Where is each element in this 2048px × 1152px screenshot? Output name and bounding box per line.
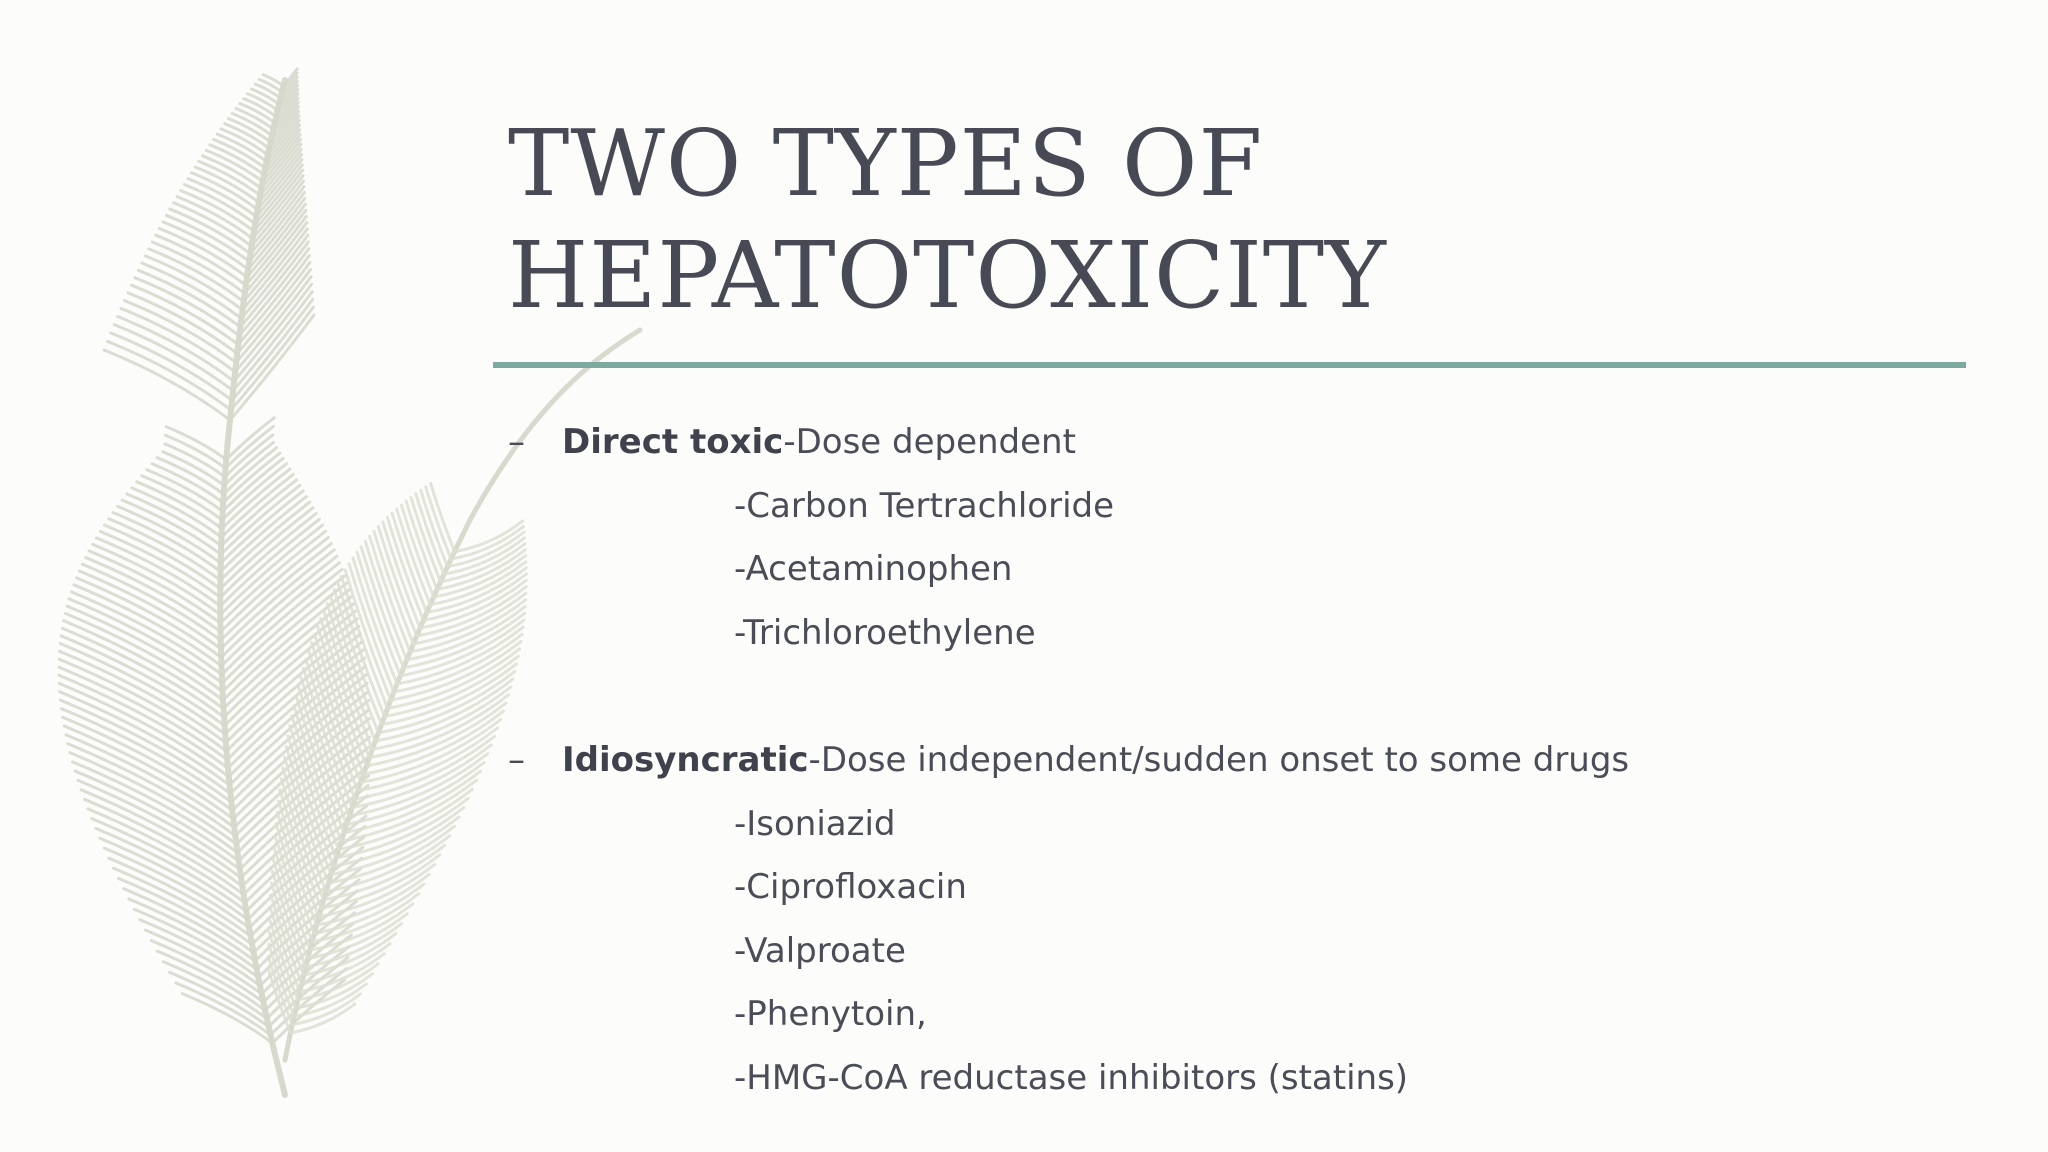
title-divider: [493, 362, 1966, 368]
title-line-2: HEPATOTOXICITY: [508, 222, 1387, 329]
list-item: -Valproate: [734, 931, 906, 971]
slide-title: [508, 108, 1958, 332]
bullet-dash: –: [508, 422, 525, 462]
bullet-term: Direct toxic: [562, 422, 784, 462]
title-line-1: TWO TYPES OF: [508, 110, 1264, 217]
bullet-text: [562, 738, 1629, 782]
bullet-description: -Dose dependent: [783, 422, 1076, 462]
list-item: -Ciprofloxacin: [734, 867, 967, 907]
list-item: -Acetaminophen: [734, 549, 1013, 589]
list-item: -HMG-CoA reductase inhibitors (statins): [734, 1058, 1409, 1098]
bullet-dash: –: [508, 740, 525, 780]
bullet-text: [562, 420, 1076, 464]
bullet-term: Idiosyncratic: [562, 740, 809, 780]
list-item: -Isoniazid: [734, 804, 896, 844]
list-item: -Trichloroethylene: [734, 613, 1036, 653]
list-item: -Phenytoin,: [734, 994, 927, 1034]
list-item: -Carbon Tertrachloride: [734, 486, 1115, 526]
bullet-description: -Dose independent/sudden onset to some drugs: [808, 740, 1630, 780]
